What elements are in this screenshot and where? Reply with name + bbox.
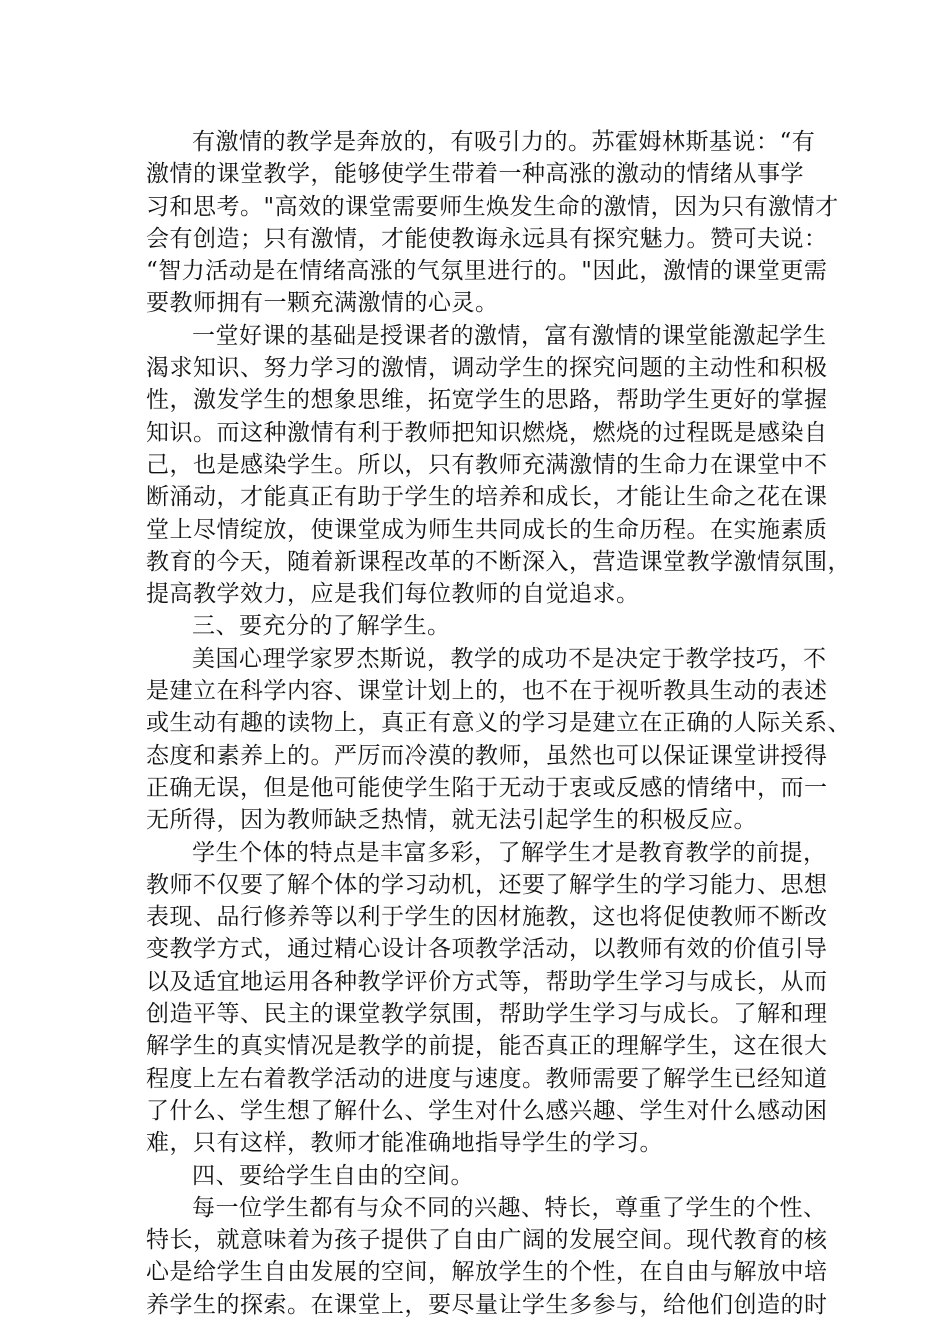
text-line: 教育的今天，随着新课程改革的不断深入，营造课堂教学激情氛围， [146,548,851,575]
text-line: 习和思考。"高效的课堂需要师生焕发生命的激情，因为只有激情才 [146,193,839,220]
text-line: 渴求知识、努力学习的激情，调动学生的探究问题的主动性和积极 [146,355,828,382]
text-line: 变教学方式，通过精心设计各项教学活动，以教师有效的价值引导 [146,936,828,963]
text-line: 表现、品行修养等以利于学生的因材施教，这也将促使教师不断改 [146,904,828,931]
text-line: 一堂好课的基础是授课者的激情，富有激情的课堂能激起学生 [192,322,827,349]
text-line: 正确无误，但是他可能使学生陷于无动于衷或反感的情绪中，而一 [146,774,828,801]
text-line: 堂上尽情绽放，使课堂成为师生共同成长的生命历程。在实施素质 [146,516,828,543]
text-line: 四、要给学生自由的空间。 [192,1162,474,1189]
text-line: 每一位学生都有与众不同的兴趣、特长，尊重了学生的个性、 [192,1194,827,1221]
text-line: 知识。而这种激情有利于教师把知识燃烧，燃烧的过程既是感染自 [146,419,828,446]
text-line: 有激情的教学是奔放的，有吸引力的。苏霍姆林斯基说：“有 [192,129,816,155]
text-line: 解学生的真实情况是教学的前提，能否真正的理解学生，这在很大 [146,1033,828,1060]
text-line: 美国心理学家罗杰斯说，教学的成功不是决定于教学技巧，不 [192,645,827,672]
text-line: 己，也是感染学生。所以，只有教师充满激情的生命力在课堂中不 [146,451,828,478]
document-body [146,126,851,1321]
text-line: 或生动有趣的读物上，真正有意义的学习是建立在正确的人际关系、 [146,710,851,737]
text-line: 了什么、学生想了解什么、学生对什么感兴趣、学生对什么感动困 [146,1097,828,1124]
text-line: 无所得，因为教师缺乏热情，就无法引起学生的积极反应。 [146,807,757,834]
text-line: 教师不仅要了解个体的学习动机，还要了解学生的学习能力、思想 [146,871,828,898]
text-line: 学生个体的特点是丰富多彩，了解学生才是教育教学的前提， [192,839,827,866]
text-line: 断涌动，才能真正有助于学生的培养和成长，才能让生命之花在课 [146,484,828,511]
text-line: 程度上左右着教学活动的进度与速度。教师需要了解学生已经知道 [146,1065,828,1092]
text-line: 会有创造；只有激情，才能使教诲永远具有探究魅力。赞可夫说： [146,225,828,252]
text-line: “智力活动是在情绪高涨的气氛里进行的。"因此，激情的课堂更需 [146,258,828,285]
text-line: 要教师拥有一颗充满激情的心灵。 [146,290,499,317]
text-line: 是建立在科学内容、课堂计划上的，也不在于视听教具生动的表述 [146,678,828,705]
text-line: 心是给学生自由发展的空间，解放学生的个性，在自由与解放中培 [146,1259,828,1286]
text-line: 难，只有这样，教师才能准确地指导学生的学习。 [146,1130,663,1157]
text-line: 性，激发学生的想象思维，拓宽学生的思路，帮助学生更好的掌握 [146,387,828,414]
text-line: 激情的课堂教学，能够使学生带着一种高涨的激动的情绪从事学 [146,161,804,188]
text-line: 三、要充分的了解学生。 [192,613,451,640]
text-line: 创造平等、民主的课堂教学氛围，帮助学生学习与成长。了解和理 [146,1001,828,1028]
text-line: 养学生的探索。在课堂上，要尽量让学生多参与，给他们创造的时 [146,1291,828,1318]
text-line: 以及适宜地运用各种教学评价方式等，帮助学生学习与成长，从而 [146,968,828,995]
text-line: 特长，就意味着为孩子提供了自由广阔的发展空间。现代教育的核 [146,1227,828,1254]
text-line: 态度和素养上的。严厉而冷漠的教师，虽然也可以保证课堂讲授得 [146,742,828,769]
text-line: 提高教学效力，应是我们每位教师的自觉追求。 [146,581,640,608]
